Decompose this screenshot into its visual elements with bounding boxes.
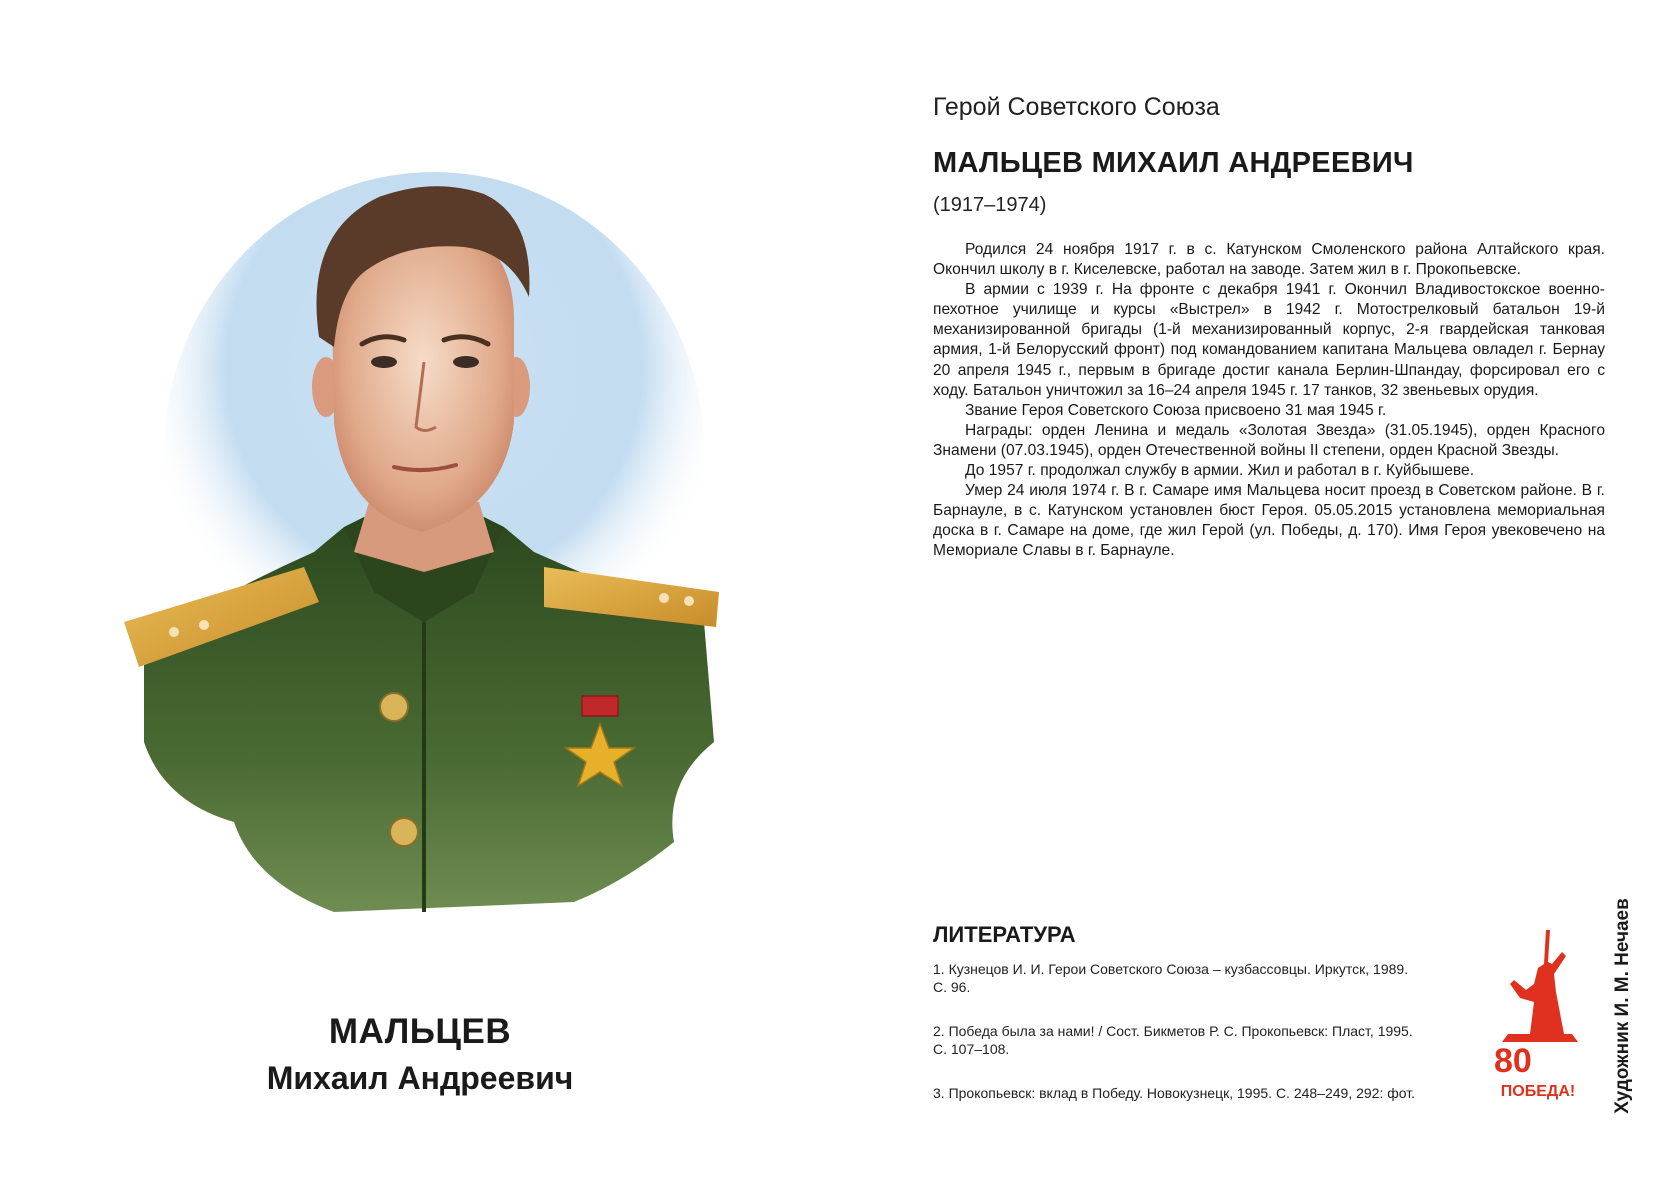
literature-item: 2. Победа была за нами! / Сост. Бикметов Р. С. Прокопьевск: Пласт, 1995. С. 107–108. [933,1023,1413,1057]
right-page [840,0,1680,1188]
bio-paragraph: До 1957 г. продолжал службу в армии. Жил и работал в г. Куйбышеве. [965,462,1475,480]
bio-paragraph: Родился 24 ноября 1917 г. в с. Катунском Смоленского района Алтайского края. Окончил школу в г. Киселевске, работал на заводе. Затем жил в г. Прокопьевске. [933,241,1605,279]
pobeda-80-logo [1490,922,1586,1102]
bio-paragraph: Награды: орден Ленина и медаль «Золотая Звезда» (31.05.1945), орден Красного Знамени (07.03.1945), орден Отечественной войны II степени, орден Красной Звезды. [933,421,1605,459]
logo-number: 80 [1494,1042,1532,1080]
portrait-painting [104,122,744,976]
bio-paragraph: В армии с 1939 г. На фронте с декабря 1941 г. Окончил Владивостокское военно-пехотное училище и курсы «Выстрел» в 1942 г. Мотострелковый батальон 19-й механизированной бригады (1-й механизированный корпус, 2-я гвардейская танковая армия, 1-й Белорусский фронт) под командованием капитана Мальцева овладел г. Бернау 20 апреля 1945 г., первым в бригаде достиг канала Берлин-Шпандау, форсировал его с ходу. Батальон уничтожил за 16–24 апреля 1945 г. 17 танков, 32 звеньевых орудия. [933,281,1605,399]
literature-list [933,960,1423,1128]
hero-subtitle: Герой Советского Союза [933,93,1220,121]
logo-word: ПОБЕДА! [1500,1083,1576,1100]
bio-paragraph: Умер 24 июля 1974 г. В г. Самаре имя Мальцева носит проезд в Советском районе. В г. Барнауле, в с. Катунском установлен бюст Героя. 05.05.2015 установлена мемориальная доска в г. Самаре на доме, где жил Герой (ул. Победы, д. 170). Имя Героя увековечено на Мемориале Славы в г. Барнауле. [933,482,1605,560]
artist-credit: Художник И. М. Нечаев [1612,898,1633,1114]
literature-item: 1. Кузнецов И. И. Герои Советского Союза – кузбассовцы. Иркутск, 1989. С. 96. [933,961,1409,995]
portrait-caption-surname: МАЛЬЦЕВ [328,1012,512,1051]
literature-heading: ЛИТЕРАТУРА [933,922,1076,947]
hero-years: (1917–1974) [933,194,1047,216]
portrait-caption-name: Михаил Андреевич [266,1060,574,1096]
biography [933,240,1605,562]
bio-paragraph: Звание Героя Советского Союза присвоено 31 мая 1945 г. [965,401,1387,419]
literature-item: 3. Прокопьевск: вклад в Победу. Новокузнецк, 1995. С. 248–249, 292: фот. [933,1085,1415,1101]
hero-title: МАЛЬЦЕВ МИХАИЛ АНДРЕЕВИЧ [933,147,1414,179]
